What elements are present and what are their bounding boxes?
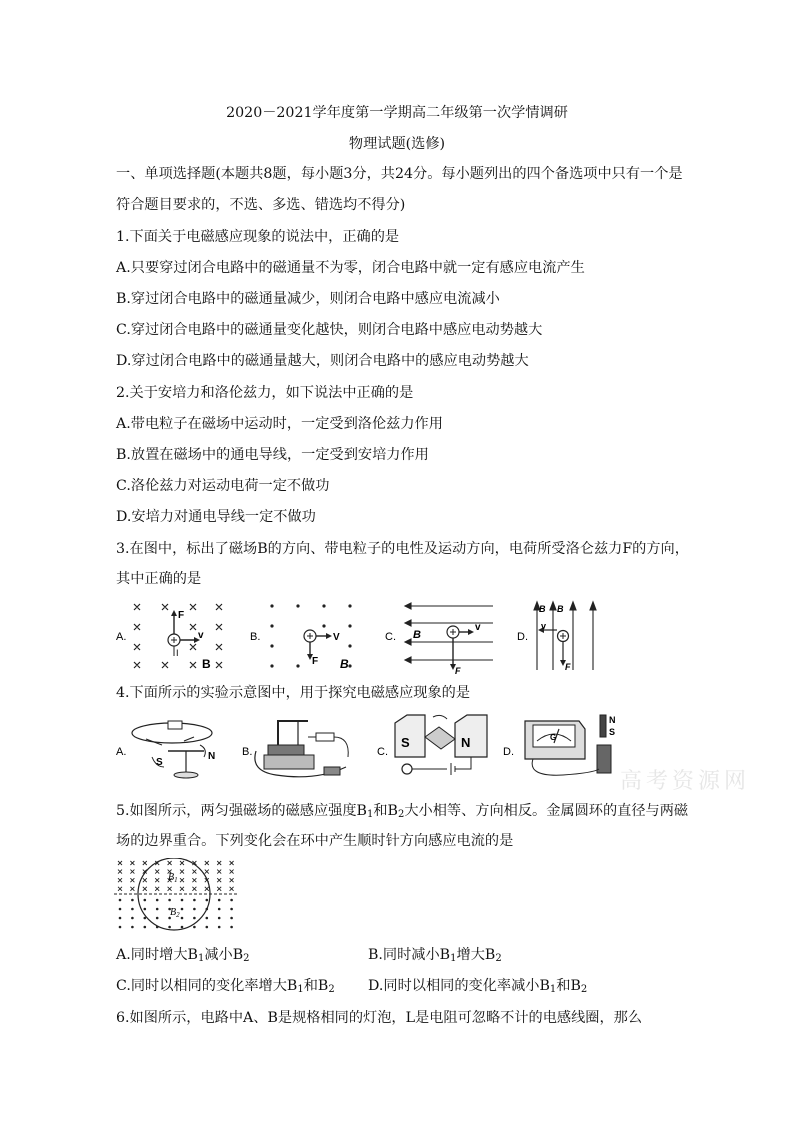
dot-mark [230, 899, 233, 902]
q3-figure-d [517, 598, 612, 676]
q3-fig-a-label: A. [116, 631, 127, 643]
dot-mark [119, 926, 122, 929]
cross-mark [192, 878, 196, 882]
section-heading-cont: 符合题目要求的，不选、多选、错选均不得分) [116, 197, 406, 213]
q3-stem: 3.在图中，标出了磁场B的方向、带电粒子的电性及运动方向，电荷所受洛仑兹力F的方向， [116, 541, 689, 557]
q5-figure [114, 858, 238, 934]
svg-text:F: F [312, 656, 319, 667]
page-subtitle: 物理试题(选修) [348, 136, 446, 152]
q1-stem: 1.下面关于电磁感应现象的说法中，正确的是 [116, 229, 400, 245]
q3-figure-c [385, 598, 503, 676]
cross-mark [192, 887, 196, 891]
cross-mark [155, 887, 159, 891]
svg-text:F: F [565, 662, 571, 672]
svg-text:D.: D. [503, 746, 514, 758]
page-title: 2020－2021学年度第一学期高二年级第一次学情调研 [226, 105, 568, 121]
dot-mark [168, 899, 171, 902]
cross-mark [217, 870, 221, 874]
dot-mark [181, 899, 184, 902]
dot-mark [131, 908, 134, 911]
switch-icon [324, 767, 340, 775]
dot-mark [206, 926, 209, 929]
coil-frame [425, 727, 455, 749]
svg-text:B2: $B_2$ [170, 907, 180, 919]
dot-mark [156, 917, 159, 920]
stand-base [264, 755, 314, 769]
dot-mark [119, 899, 122, 902]
cross-mark [130, 870, 134, 874]
dot-mark [144, 899, 147, 902]
magnet-icon [268, 745, 304, 755]
magnet-n-pole [455, 715, 487, 757]
dot-mark [218, 926, 221, 929]
cross-mark [168, 887, 172, 891]
svg-text:S: S [609, 727, 616, 737]
cross-mark [130, 887, 134, 891]
q4-figure-d [503, 711, 618, 783]
dot-mark [156, 908, 159, 911]
q1-option-c: C.穿过闭合电路中的磁通量变化越快，则闭合电路中感应电动势越大 [116, 322, 543, 338]
svg-text:B: B [413, 629, 421, 641]
svg-text:N: N [609, 715, 616, 725]
cross-mark [143, 887, 147, 891]
coil-icon [597, 745, 611, 773]
svg-text:S: S [401, 735, 410, 750]
dot-mark [119, 908, 122, 911]
dot-mark [218, 908, 221, 911]
svg-text:A.: A. [116, 746, 127, 758]
svg-text:G: G [550, 733, 557, 742]
q5-option-a: A.同时增大$B_1$减小$B_2$ [116, 947, 250, 964]
svg-text:F: F [455, 666, 461, 676]
q5-stem: 5.如图所示，两匀强磁场的磁感应强度$B_1$和$B_2$大小相等、方向相反。金属圆环的直径与两磁 [116, 803, 689, 820]
svg-text:V: V [333, 632, 340, 643]
dot-mark [218, 899, 221, 902]
cross-mark [130, 878, 134, 882]
cross-mark [155, 870, 159, 874]
q2-stem: 2.关于安培力和洛伦兹力，如下说法中正确的是 [116, 385, 414, 401]
cross-mark [205, 887, 209, 891]
svg-text:N: N [208, 751, 216, 762]
q1-option-d: D.穿过闭合电路中的磁通量越大，则闭合电路中的感应电动势越大 [116, 353, 529, 369]
svg-text:B: B [557, 604, 564, 614]
svg-text:v: v [198, 630, 204, 641]
svg-text:v: v [475, 622, 481, 633]
q4-figure-b [242, 711, 367, 783]
q5-stem-cont: 场的边界重合。下列变化会在环中产生顺时针方向感应电流的是 [116, 833, 514, 849]
dot-mark [206, 899, 209, 902]
cross-mark [180, 878, 184, 882]
q5-option-c: C.同时以相同的变化率增大$B_1$和$B_2$ [116, 978, 335, 995]
section-heading: 一、单项选择题(本题共8题，每小题3分，共24分。每小题列出的四个备选项中只有一个是 [116, 166, 683, 182]
dot-mark [230, 908, 233, 911]
dot-mark [218, 917, 221, 920]
cross-mark [205, 870, 209, 874]
dot-mark [131, 917, 134, 920]
cross-mark [168, 861, 172, 865]
q4-figure-c [377, 711, 502, 783]
resistor-icon [316, 733, 334, 741]
cross-mark [118, 870, 122, 874]
svg-text:C.: C. [385, 631, 396, 643]
dot-mark [206, 917, 209, 920]
dot-mark [181, 926, 184, 929]
q2-option-b: B.放置在磁场中的通电导线，一定受到安培力作用 [116, 447, 429, 463]
cross-mark [118, 887, 122, 891]
cross-mark [230, 861, 234, 865]
q1-option-b: B.穿过闭合电路中的磁通量减少，则闭合电路中感应电流减小 [116, 291, 500, 307]
q5-option-b: B.同时减小$B_1$增大$B_2$ [368, 947, 502, 964]
dot-mark [131, 926, 134, 929]
svg-text:C.: C. [377, 746, 388, 758]
q3-figure-b [250, 598, 368, 676]
dot-mark [181, 917, 184, 920]
dot-mark [144, 926, 147, 929]
svg-text:B: B [340, 657, 349, 671]
dot-mark [193, 926, 196, 929]
cross-mark [230, 870, 234, 874]
cross-mark [230, 878, 234, 882]
svg-text:B: B [202, 657, 211, 671]
cross-mark [180, 870, 184, 874]
cross-mark [118, 878, 122, 882]
dot-mark [193, 908, 196, 911]
svg-text:I: I [176, 648, 179, 658]
q4-figure-a [116, 711, 231, 783]
dot-mark [193, 917, 196, 920]
dot-mark [131, 899, 134, 902]
q2-option-c: C.洛伦兹力对运动电荷一定不做功 [116, 478, 330, 494]
battery-icon [168, 721, 182, 729]
q2-option-a: A.带电粒子在磁场中运动时，一定受到洛伦兹力作用 [116, 416, 443, 432]
q3-figure-a [116, 598, 241, 676]
q1-option-a: A.只要穿过闭合电路中的磁通量不为零，闭合电路中就一定有感应电流产生 [116, 260, 585, 276]
svg-text:B1: $B_1$ [168, 872, 178, 884]
cross-mark [180, 887, 184, 891]
dot-mark [230, 917, 233, 920]
svg-text:B.: B. [250, 631, 261, 643]
q5-option-d: D.同时以相同的变化率减小$B_1$和$B_2$ [368, 978, 588, 995]
svg-text:B.: B. [242, 746, 253, 758]
cross-mark [205, 861, 209, 865]
dot-mark [156, 899, 159, 902]
cross-mark [155, 878, 159, 882]
cross-mark [230, 887, 234, 891]
dot-mark [230, 926, 233, 929]
svg-text:B: B [539, 604, 546, 614]
svg-text:N: N [461, 735, 471, 750]
cross-mark [118, 861, 122, 865]
cross-mark [143, 861, 147, 865]
watermark: 高考资源网 [620, 769, 751, 794]
bar-magnet-icon [600, 715, 606, 737]
q6-stem: 6.如图所示，电路中A、B是规格相同的灯泡，L是电阻可忽略不计的电感线圈，那么 [116, 1010, 643, 1026]
dot-mark [193, 899, 196, 902]
svg-text:v: v [541, 621, 547, 631]
cross-mark [143, 878, 147, 882]
dot-mark [144, 908, 147, 911]
cross-mark [192, 870, 196, 874]
svg-text:D.: D. [517, 631, 528, 643]
cross-mark [180, 861, 184, 865]
dot-mark [181, 908, 184, 911]
q3-stem-cont: 其中正确的是 [116, 571, 202, 587]
magnet-s-pole [395, 715, 425, 757]
q2-option-d: D.安培力对通电导线一定不做功 [116, 509, 316, 525]
cross-mark [130, 861, 134, 865]
cross-mark [217, 878, 221, 882]
cross-mark [217, 861, 221, 865]
svg-text:S: S [156, 757, 163, 768]
dot-mark [168, 926, 171, 929]
dot-mark [119, 917, 122, 920]
q4-stem: 4.下面所示的实验示意图中，用于探究电磁感应现象的是 [116, 685, 471, 701]
force-arrow-icon [171, 610, 177, 616]
svg-text:F: F [178, 610, 185, 621]
cross-mark [217, 887, 221, 891]
